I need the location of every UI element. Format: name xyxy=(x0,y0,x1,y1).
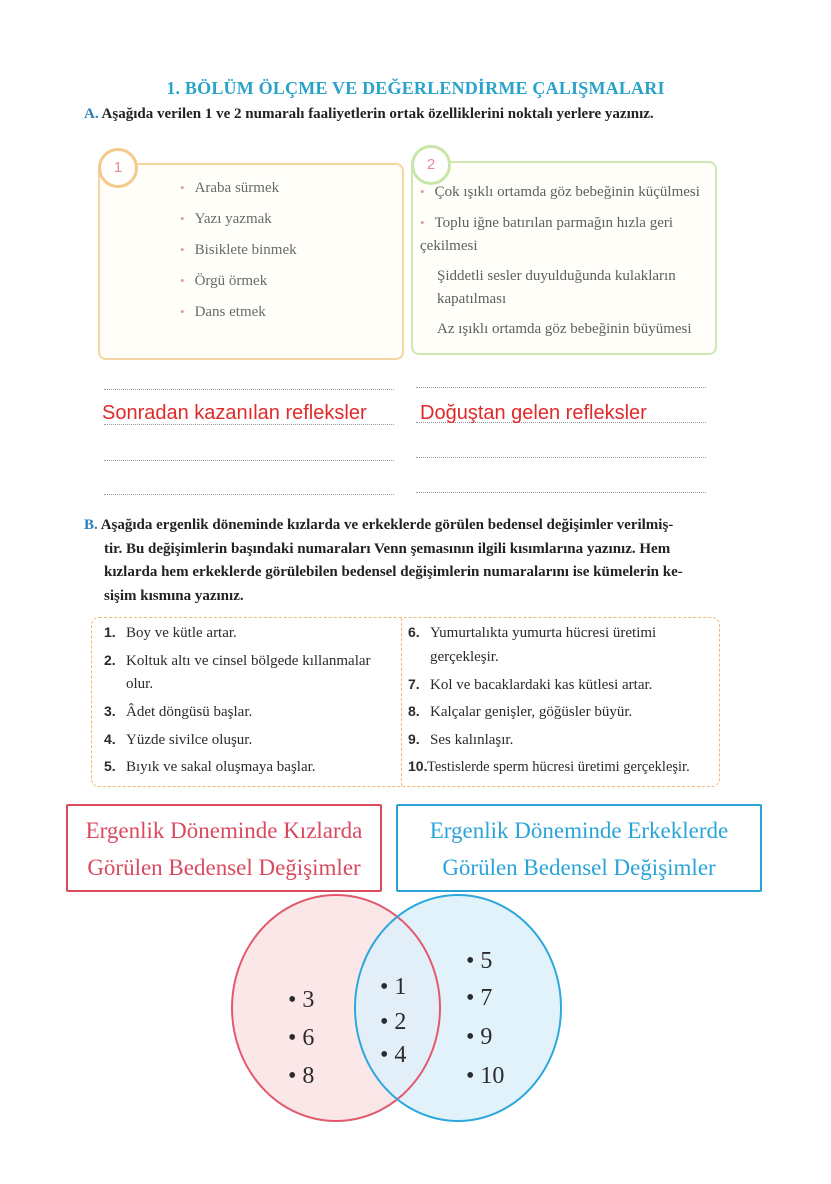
list-item: 9. Ses kalınlaşır. xyxy=(408,731,514,748)
venn-boys-number: • 7 xyxy=(466,985,493,1011)
venn-svg xyxy=(0,880,831,1180)
girls-header-line: Görülen Bedensel Değişimler xyxy=(87,855,361,880)
box-1-number: 1 xyxy=(98,148,138,188)
list-item: 1. Boy ve kütle artar. xyxy=(104,624,237,641)
list-item: • Toplu iğne batırılan parmağın hızla geri çekilmesi xyxy=(420,215,674,254)
list-item-continued: olur. xyxy=(126,676,154,692)
list-item: 4. Yüzde sivilce oluşur. xyxy=(104,731,253,748)
list-item: 3. Âdet döngüsü başlar. xyxy=(104,703,253,720)
bullet-icon: • xyxy=(180,211,185,226)
list-item: Az ışıklı ortamda göz bebeğinin büyümesi xyxy=(437,321,692,337)
list-item: 5. Bıyık ve sakal oluşmaya başlar. xyxy=(104,758,316,775)
answer-left: Sonradan kazanılan refleksler xyxy=(102,402,367,424)
question-b-line: tir. Bu değişimlerin başındaki numaraları Venn şemasının ilgili kısımlarına yazınız. Hem xyxy=(104,540,671,557)
boys-header xyxy=(396,804,762,892)
bullet-icon: • xyxy=(180,180,185,195)
boys-header-line: Görülen Bedensel Değişimler xyxy=(442,855,716,880)
list-item: 10.Testislerde sperm hücresi üretimi gerçekleşir. xyxy=(408,758,690,775)
venn-girls-number: • 3 xyxy=(288,987,315,1013)
venn-boys-number: • 10 xyxy=(466,1063,505,1089)
list-item: 2. Koltuk altı ve cinsel bölgede kıllanmalar xyxy=(104,652,371,669)
question-a-letter: A. xyxy=(84,106,99,122)
boys-set-circle xyxy=(355,895,561,1121)
list-item: Şiddetli sesler duyulduğunda kulakların kapatılması xyxy=(437,268,676,307)
question-b-line: sişim kısmına yazınız. xyxy=(104,587,244,604)
list-item-continued: gerçekleşir. xyxy=(430,649,499,665)
question-b-line: Aşağıda ergenlik döneminde kızlarda ve erkeklerde görülen bedensel değişimler verilmiş- xyxy=(100,517,674,533)
page-title: 1. BÖLÜM ÖLÇME VE DEĞERLENDİRME ÇALIŞMALARI xyxy=(166,78,665,98)
answer-right: Doğuştan gelen refleksler xyxy=(420,402,647,424)
boys-header-line: Ergenlik Döneminde Erkeklerde xyxy=(429,818,729,843)
bullet-icon: • xyxy=(180,304,185,319)
list-item: 6. Yumurtalıkta yumurta hücresi üretimi xyxy=(408,624,657,641)
question-a-text: Aşağıda verilen 1 ve 2 numaralı faaliyetlerin ortak özelliklerini noktalı yerlere yazınız. xyxy=(101,106,654,122)
list-item: • Bisiklete binmek xyxy=(180,242,297,258)
list-item: 7. Kol ve bacaklardaki kas kütlesi artar. xyxy=(408,676,653,693)
question-b-line: kızlarda hem erkeklerde görülebilen bedensel değişimlerin numaralarını ise kümelerin ke- xyxy=(104,564,683,580)
girls-header-line: Ergenlik Döneminde Kızlarda xyxy=(85,818,363,843)
bullet-icon: • xyxy=(420,184,425,199)
bullet-icon: • xyxy=(180,242,185,257)
list-item: • Yazı yazmak xyxy=(180,211,272,227)
list-item: 8. Kalçalar genişler, göğüsler büyür. xyxy=(408,703,633,720)
bullet-icon: • xyxy=(180,273,185,288)
venn-girls-number: • 8 xyxy=(288,1063,315,1089)
venn-girls-number: • 6 xyxy=(288,1025,315,1051)
venn-diagram xyxy=(0,880,831,1180)
list-item: • Araba sürmek xyxy=(180,180,280,196)
venn-boys-number: • 9 xyxy=(466,1024,493,1050)
box-2-number: 2 xyxy=(411,145,451,185)
list-item: • Çok ışıklı ortamda göz bebeğinin küçülmesi xyxy=(420,184,700,200)
question-b-letter: B. xyxy=(84,517,98,533)
venn-both-number: • 4 xyxy=(380,1042,407,1068)
venn-both-number: • 2 xyxy=(380,1009,407,1035)
bullet-icon: • xyxy=(420,215,425,230)
list-item: • Dans etmek xyxy=(180,304,266,320)
venn-both-number: • 1 xyxy=(380,974,407,1000)
girls-header xyxy=(66,804,382,892)
list-item: • Örgü örmek xyxy=(180,273,268,289)
venn-boys-number: • 5 xyxy=(466,948,493,974)
